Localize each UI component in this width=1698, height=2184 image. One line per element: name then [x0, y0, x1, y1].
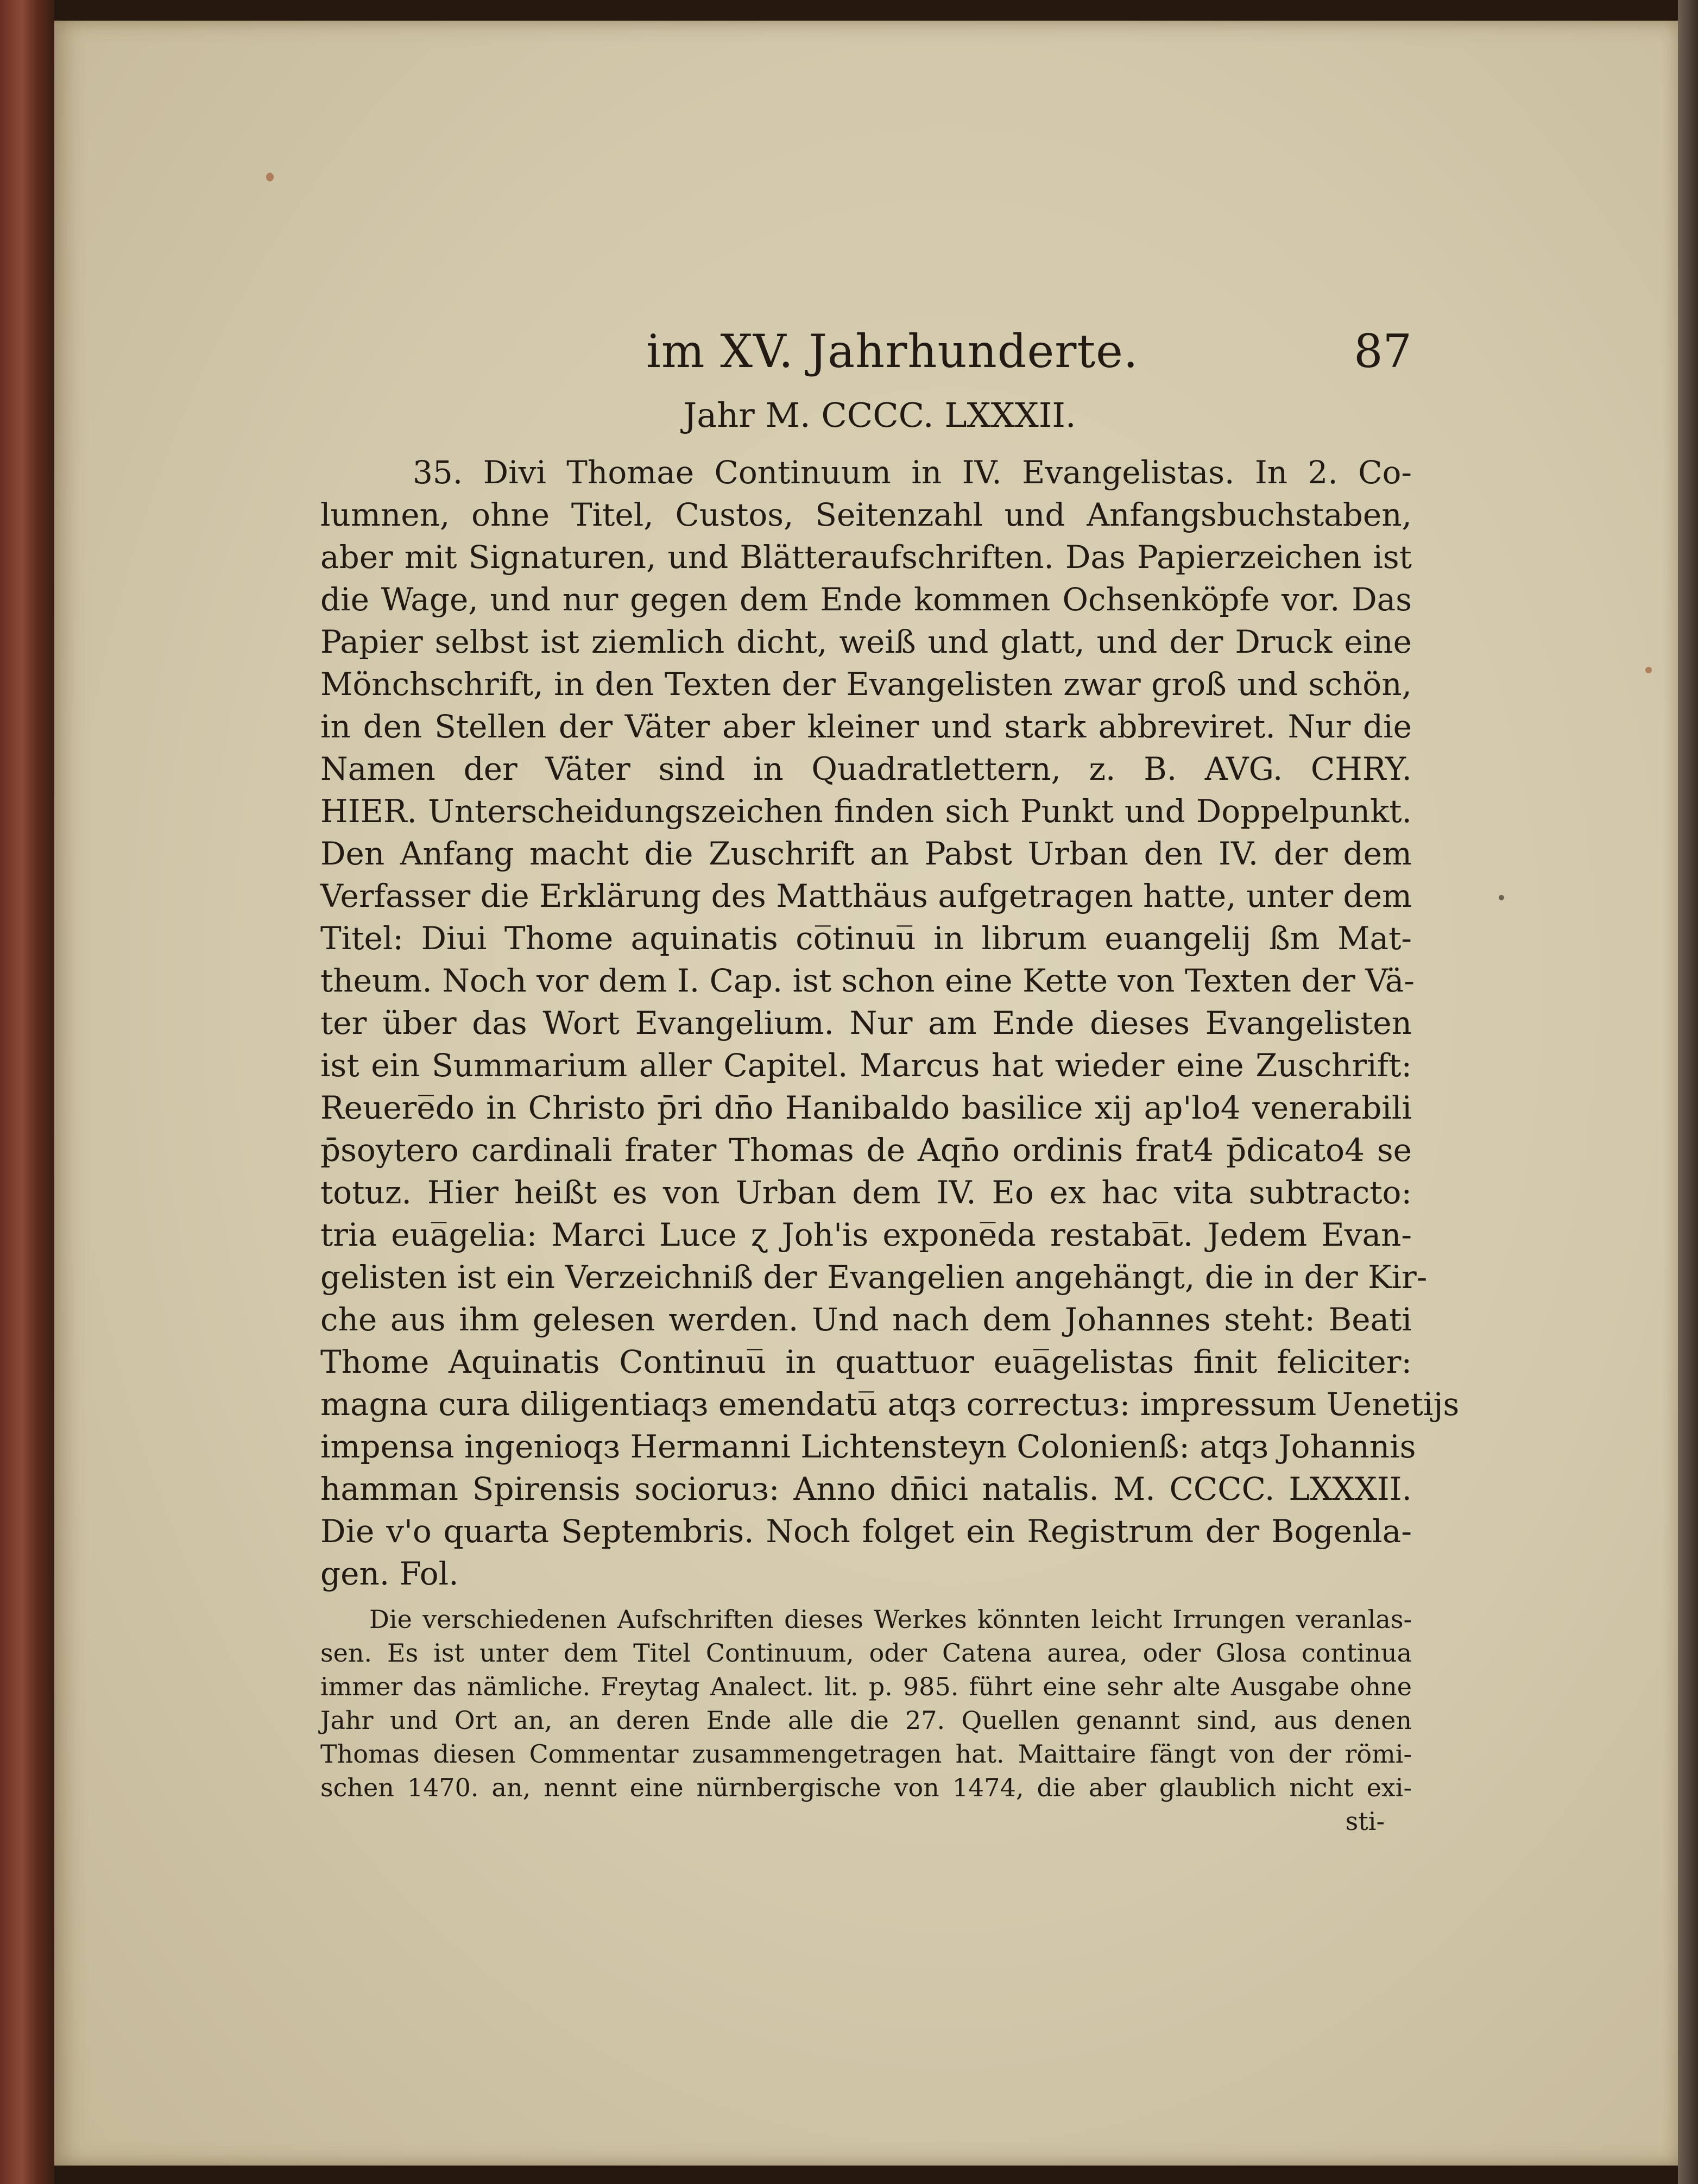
body-line: Papier selbst ist ziemlich dicht, weiß und glatt, und der Druck eine [320, 623, 1412, 660]
book-page [54, 21, 1678, 2166]
body-line: ist ein Summarium aller Capitel. Marcus hat wieder eine Zuschrift: [320, 1047, 1412, 1084]
text-block [320, 325, 1460, 1838]
book-binding-edge [0, 0, 54, 2184]
body-line: magna cura diligentiaqз emendatu̅ atqз correctuз: impressum Uenetijs [320, 1386, 1460, 1423]
body-line: Namen der Väter sind in Quadratlettern, z. B. AVG. CHRY. [320, 750, 1412, 787]
body-line: 35. Divi Thomae Continuum in IV. Evangelistas. In 2. Co- [413, 454, 1412, 491]
note-line: Thomas diesen Commentar zusammengetragen hat. Maittaire fängt von der römi- [320, 1739, 1412, 1769]
year-heading: Jahr M. CCCC. LXXXII. [683, 395, 1076, 435]
note-line: immer das nämliche. Freytag Analect. lit. p. 985. führt eine sehr alte Ausgabe ohne [320, 1672, 1412, 1701]
footnote [320, 1602, 1412, 1804]
body-line: die Wage, und nur gegen dem Ende kommen Ochsenköpfe vor. Das [320, 581, 1412, 618]
page-shadow-edge [1678, 0, 1698, 2184]
body-line: che aus ihm gelesen werden. Und nach dem Johannes steht: Beati [320, 1301, 1412, 1338]
body-line: gelisten ist ein Verzeichniß der Evangelien angehängt, die in der Kir- [320, 1259, 1428, 1296]
body-line: Titel: Diui Thome aquinatis co̅tinuu̅ in librum euangelij ßm Mat- [320, 920, 1412, 957]
body-line: aber mit Signaturen, und Blätteraufschriften. Das Papierzeichen ist [320, 539, 1412, 576]
paper-stain [266, 173, 274, 181]
body-line: Thome Aquinatis Continuu̅ in quattuor eua̅gelistas finit feliciter: [320, 1343, 1412, 1380]
body-line: impensa ingenioqз Hermanni Lichtensteyn Colonienß: atqз Johannis [320, 1428, 1416, 1465]
note-line: schen 1470. an, nennt eine nürnbergische von 1474, die aber glaublich nicht exi- [320, 1773, 1412, 1802]
body-line: Den Anfang macht die Zuschrift an Pabst Urban den IV. der dem [320, 835, 1412, 872]
body-line: Reuere̅do in Christo p̄ri dn̄o Hanibaldo basilice xij ap'lo4 venerabili [320, 1089, 1412, 1126]
body-line: in den Stellen der Väter aber kleiner und stark abbreviret. Nur die [320, 708, 1412, 745]
body-line: tria eua̅gelia: Marci Luce ɀ Joh'is expone̅da restaba̅t. Jedem Evan- [320, 1216, 1412, 1253]
entry-body [320, 451, 1460, 1595]
body-line: gen. Fol. [320, 1555, 459, 1592]
body-line: p̄soytero cardinali frater Thomas de Aqn̄o ordinis frat4 p̄dicato4 se [320, 1132, 1412, 1169]
note-line: Jahr und Ort an, an deren Ende alle die 27. Quellen genannt sind, aus denen [320, 1706, 1412, 1735]
body-line: lumnen, ohne Titel, Custos, Seitenzahl und Anfangsbuchstaben, [320, 496, 1412, 533]
body-line: ter über das Wort Evangelium. Nur am Ende dieses Evangelisten [320, 1005, 1412, 1041]
note-line: Die verschiedenen Aufschriften dieses Werkes könnten leicht Irrungen veranlas- [369, 1605, 1412, 1634]
body-line: theum. Noch vor dem I. Cap. ist schon eine Kette von Texten der Vä- [320, 962, 1415, 999]
body-line: Mönchschrift, in den Texten der Evangelisten zwar groß und schön, [320, 666, 1412, 703]
paper-stain [1499, 895, 1504, 900]
body-line: HIER. Unterscheidungszeichen finden sich Punkt und Doppelpunkt. [320, 793, 1412, 830]
page-number: 87 [1354, 325, 1412, 378]
catchword: sti- [1345, 1807, 1385, 1836]
body-line: hamman Spirensis socioruз: Anno dn̄ici natalis. M. CCCC. LXXXII. [320, 1470, 1412, 1507]
body-line: totuz. Hier heißt es von Urban dem IV. Eo ex hac vita subtracto: [320, 1174, 1412, 1211]
running-head [320, 325, 1412, 395]
body-line: Die v'o quarta Septembris. Noch folget ein Registrum der Bogenla- [320, 1513, 1412, 1550]
paper-stain [1645, 667, 1652, 673]
running-title: im XV. Jahrhunderte. [646, 325, 1139, 378]
note-line: sen. Es ist unter dem Titel Continuum, oder Catena aurea, oder Glosa continua [320, 1638, 1412, 1668]
body-line: Verfasser die Erklärung des Matthäus aufgetragen hatte, unter dem [320, 878, 1412, 914]
